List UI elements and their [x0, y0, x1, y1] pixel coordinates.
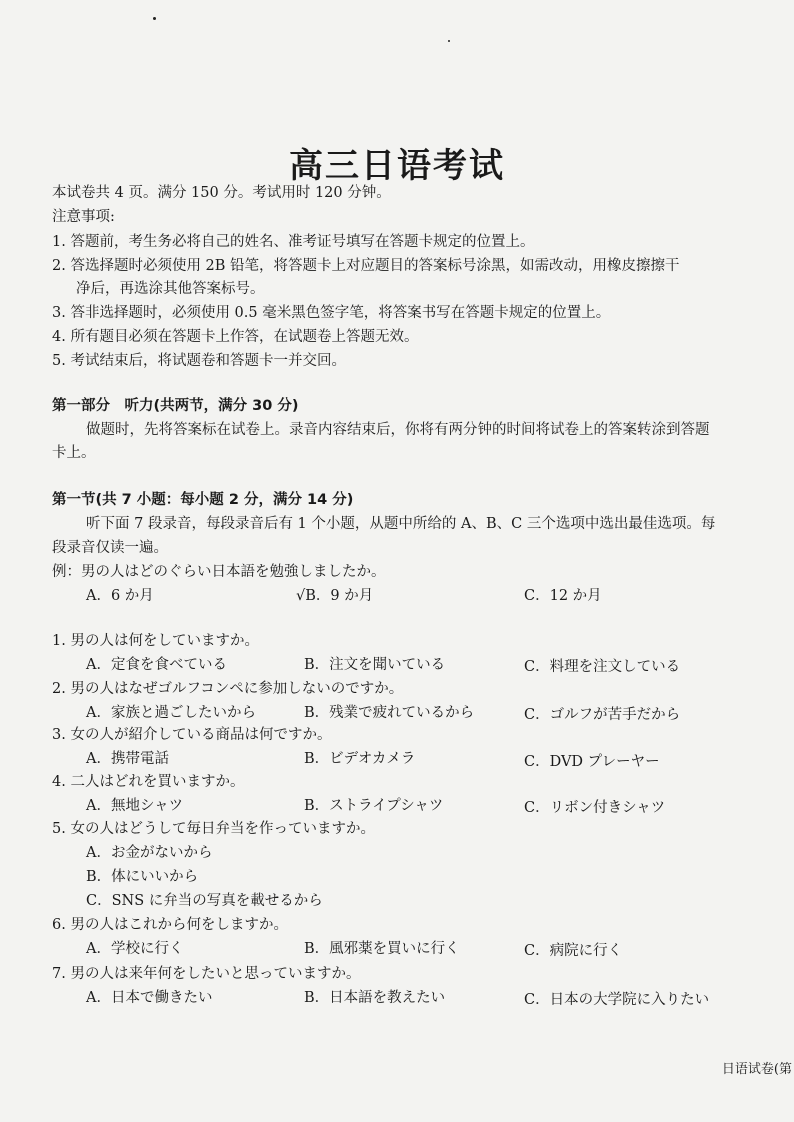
intro-text: 本试卷共 4 页。满分 150 分。考试用时 120 分钟。 [52, 185, 391, 201]
option-b: B．日本語を教えたい [304, 990, 446, 1006]
notice-item: 5. 考试结束后，将试题卷和答题卡一并交回。 [52, 353, 346, 369]
option-b: B．注文を聞いている [304, 657, 446, 673]
notice-item: 3. 答非选择题时，必须使用 0.5 毫米黑色签字笔，将答案书写在答题卡规定的位置上。 [52, 305, 611, 321]
question: 1. 男の人は何をしていますか。 [52, 633, 259, 649]
page-footer: 日语试卷(第 [721, 1062, 792, 1077]
section1-instruction: 听下面 7 段录音，每段录音后有 1 个小题，从题中所给的 A、B、C 三个选项中选出最佳选项。每 [86, 516, 716, 532]
example-option-b: √B．9 か月 [296, 588, 374, 604]
notice-heading: 注意事项: [52, 209, 115, 225]
question: 5. 女の人はどうして毎日弁当を作っていますか。 [52, 821, 375, 837]
option-b: B．ビデオカメラ [304, 751, 416, 767]
notice-item-continued: 净后，再选涂其他答案标号。 [76, 281, 265, 297]
notice-item: 4. 所有题目必须在答题卡上作答，在试题卷上答题无效。 [52, 329, 419, 345]
option-a: A．携帯電話 [86, 751, 169, 767]
part1-instruction: 做题时，先将答案标在试卷上。录音内容结束后，你将有两分钟的时间将试卷上的答案转涂到答题 [86, 422, 710, 438]
notice-item: 1. 答题前，考生务必将自己的姓名、准考证号填写在答题卡规定的位置上。 [52, 234, 535, 250]
option-c: C．病院に行く [524, 943, 623, 959]
example-option-c: C．12 か月 [524, 588, 602, 604]
option-b: B．残業で疲れているから [304, 705, 475, 721]
option-c: C．DVD プレーヤー [524, 754, 660, 770]
section1-instruction-continued: 段录音仅读一遍。 [52, 540, 168, 556]
example-question: 例：男の人はどのぐらい日本語を勉強しましたか。 [52, 564, 386, 580]
question: 4. 二人はどれを買いますか。 [52, 774, 245, 790]
scan-speck [153, 17, 156, 20]
scan-speck [448, 40, 450, 42]
option-a: A．お金がないから [86, 845, 213, 861]
option-b: B．風邪薬を買いに行く [304, 941, 460, 957]
page-title: 高三日语考试 [289, 146, 505, 186]
section1-heading: 第一节(共 7 小题：每小题 2 分，满分 14 分) [52, 492, 354, 508]
question: 7. 男の人は来年何をしたいと思っていますか。 [52, 966, 361, 982]
option-a: A．定食を食べている [86, 657, 227, 673]
question: 3. 女の人が紹介している商品は何ですか。 [52, 727, 332, 743]
option-a: A．無地シャツ [86, 798, 184, 814]
notice-item: 2. 答选择题时必须使用 2B 铅笔，将答题卡上对应题目的答案标号涂黑，如需改动，用橡皮擦擦干 [52, 258, 680, 274]
part1-heading: 第一部分 听力(共两节，满分 30 分) [52, 398, 299, 414]
option-c: C．ゴルフが苦手だから [524, 707, 681, 723]
option-a: A．家族と過ごしたいから [86, 705, 256, 721]
option-c: C．日本の大学院に入りたい [524, 992, 710, 1008]
option-a: A．日本で働きたい [86, 990, 213, 1006]
option-b: B．体にいいから [86, 869, 199, 885]
option-b: B．ストライプシャツ [304, 798, 444, 814]
example-option-a: A．6 か月 [86, 588, 154, 604]
option-a: A．学校に行く [86, 941, 184, 957]
option-c: C．SNS に弁当の写真を載せるから [86, 893, 323, 909]
question: 2. 男の人はなぜゴルフコンペに参加しないのですか。 [52, 681, 404, 697]
part1-instruction-continued: 卡上。 [52, 445, 96, 461]
option-c: C．リボン付きシャツ [524, 800, 666, 816]
option-c: C．料理を注文している [524, 659, 681, 675]
question: 6. 男の人はこれから何をしますか。 [52, 917, 288, 933]
